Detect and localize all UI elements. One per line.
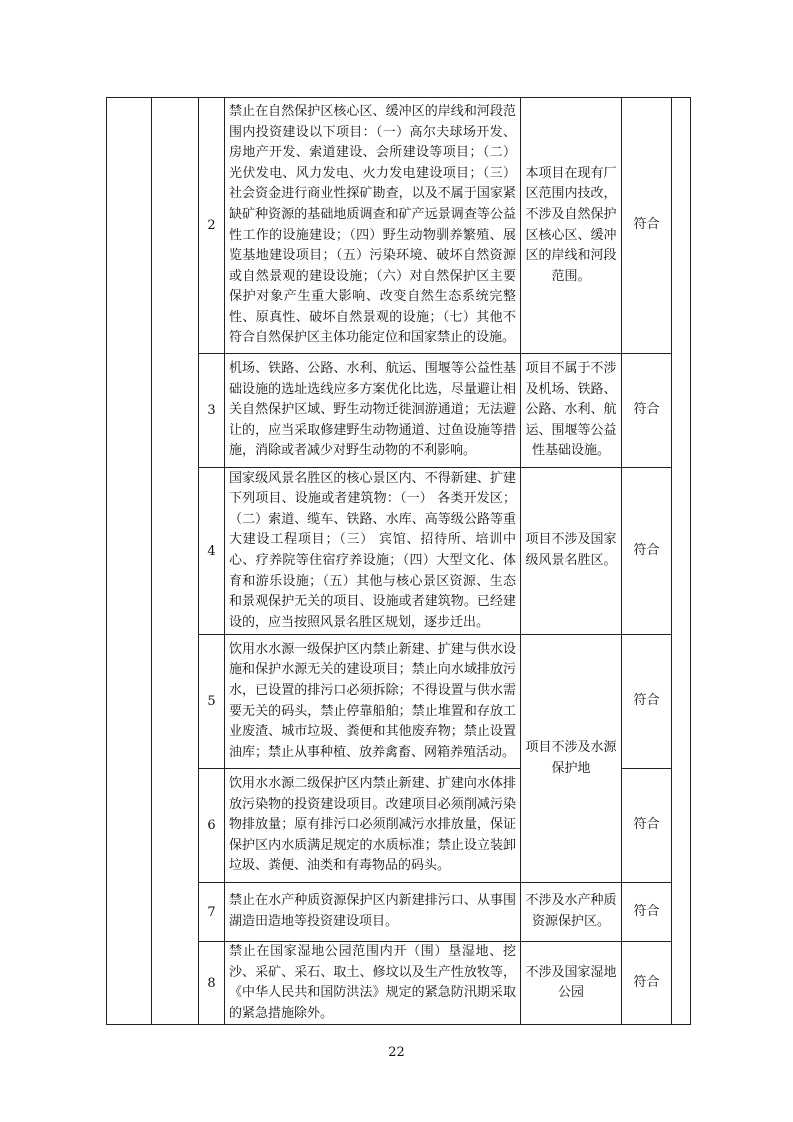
compliance-result: 符合 [622, 942, 672, 1025]
project-description: 项目不属于不涉及机场、铁路、公路、水利、航运、围堰等公益性基础设施。 [521, 354, 622, 468]
compliance-result: 符合 [622, 635, 672, 769]
row-number: 3 [199, 354, 225, 468]
project-description: 本项目在现有厂区范围内技改，不涉及自然保护区核心区、缓冲区的岸线和河段范围。 [521, 98, 622, 354]
requirement-text: 饮用水水源二级保护区内禁止新建、扩建向水体排放污染物的投资建设项目。改建项目必须削减污染物排放量；原有排污口必须削减污水排放量，保证保护区内水质满足规定的水质标准；禁止设立装卸垃圾、粪便、油类和有毒物品的码头。 [225, 769, 521, 883]
remark-cell [672, 98, 691, 1025]
requirement-text: 禁止在国家湿地公园范围内开（围）垦湿地、挖沙、采矿、采石、取土、修坟以及生产性放牧等，《中华人民共和国防洪法》规定的紧急防汛期采取的紧急措施除外。 [225, 942, 521, 1025]
row-number: 4 [199, 468, 225, 635]
row-number: 2 [199, 98, 225, 354]
compliance-table [106, 97, 691, 1025]
water-source-description: 项目不涉及水源保护地 [521, 635, 622, 883]
compliance-result: 符合 [622, 98, 672, 354]
row-number: 8 [199, 942, 225, 1025]
project-description: 不涉及国家湿地公园 [521, 942, 622, 1025]
row-number: 6 [199, 769, 225, 883]
compliance-result: 符合 [622, 354, 672, 468]
requirement-text: 机场、铁路、公路、水利、航运、围堰等公益性基础设施的选址选线应多方案优化比选，尽量避让相关自然保护区域、野生动物迁徙洄游通道；无法避让的，应当采取修建野生动物通道、过鱼设施等措施，消除或者减少对野生动物的不利影响。 [225, 354, 521, 468]
requirement-text: 国家级风景名胜区的核心景区内、不得新建、扩建下列项目、设施或者建筑物：（一） 各类开发区；（二）索道、缆车、铁路、水库、高等级公路等重大建设工程项目；（三） 宾馆、招待所、培训中心、疗养院等住宿疗养设施；（四）大型文化、体育和游乐设施；（五）其他与核心景区资源、生态和景观保护无关的项目、设施或者建筑物。已经建设的，应当按照风景名胜区规划，逐步迁出。 [225, 468, 521, 635]
compliance-result: 符合 [622, 769, 672, 883]
compliance-result: 符合 [622, 883, 672, 942]
requirement-text: 饮用水水源一级保护区内禁止新建、扩建与供水设施和保护水源无关的建设项目；禁止向水域排放污水，已设置的排污口必须拆除；不得设置与供水需要无关的码头，禁止停靠船舶；禁止堆置和存放工业废渣、城市垃圾、粪便和其他废弃物；禁止设置油库；禁止从事种植、放养禽畜、网箱养殖活动。 [225, 635, 521, 769]
row-number: 5 [199, 635, 225, 769]
subcategory-cell [152, 98, 199, 1025]
table-row [107, 98, 691, 354]
requirement-text: 禁止在水产种质资源保护区内新建排污口、从事围湖造田造地等投资建设项目。 [225, 883, 521, 942]
compliance-table-wrapper [106, 97, 663, 1025]
requirement-text: 禁止在自然保护区核心区、缓冲区的岸线和河段范围内投资建设以下项目：（一）高尔夫球场开发、房地产开发、索道建设、会所建设等项目；（二）光伏发电、风力发电、火力发电建设项目；（三）社会资金进行商业性探矿勘查，以及不属于国家紧缺矿种资源的基础地质调查和矿产远景调查等公益性工作的设施建设；（四）野生动物驯养繁殖、展览基地建设项目；（五）污染环境、破坏自然资源或自然景观的建设设施；（六）对自然保护区主要保护对象产生重大影响、改变自然生态系统完整性、原真性、破坏自然景观的设施；（七）其他不符合自然保护区主体功能定位和国家禁止的设施。 [225, 98, 521, 354]
page-number: 22 [388, 1045, 405, 1060]
project-description: 不涉及水产种质资源保护区。 [521, 883, 622, 942]
row-number: 7 [199, 883, 225, 942]
project-description: 项目不涉及国家级风景名胜区。 [521, 468, 622, 635]
compliance-result: 符合 [622, 468, 672, 635]
category-cell [107, 98, 152, 1025]
